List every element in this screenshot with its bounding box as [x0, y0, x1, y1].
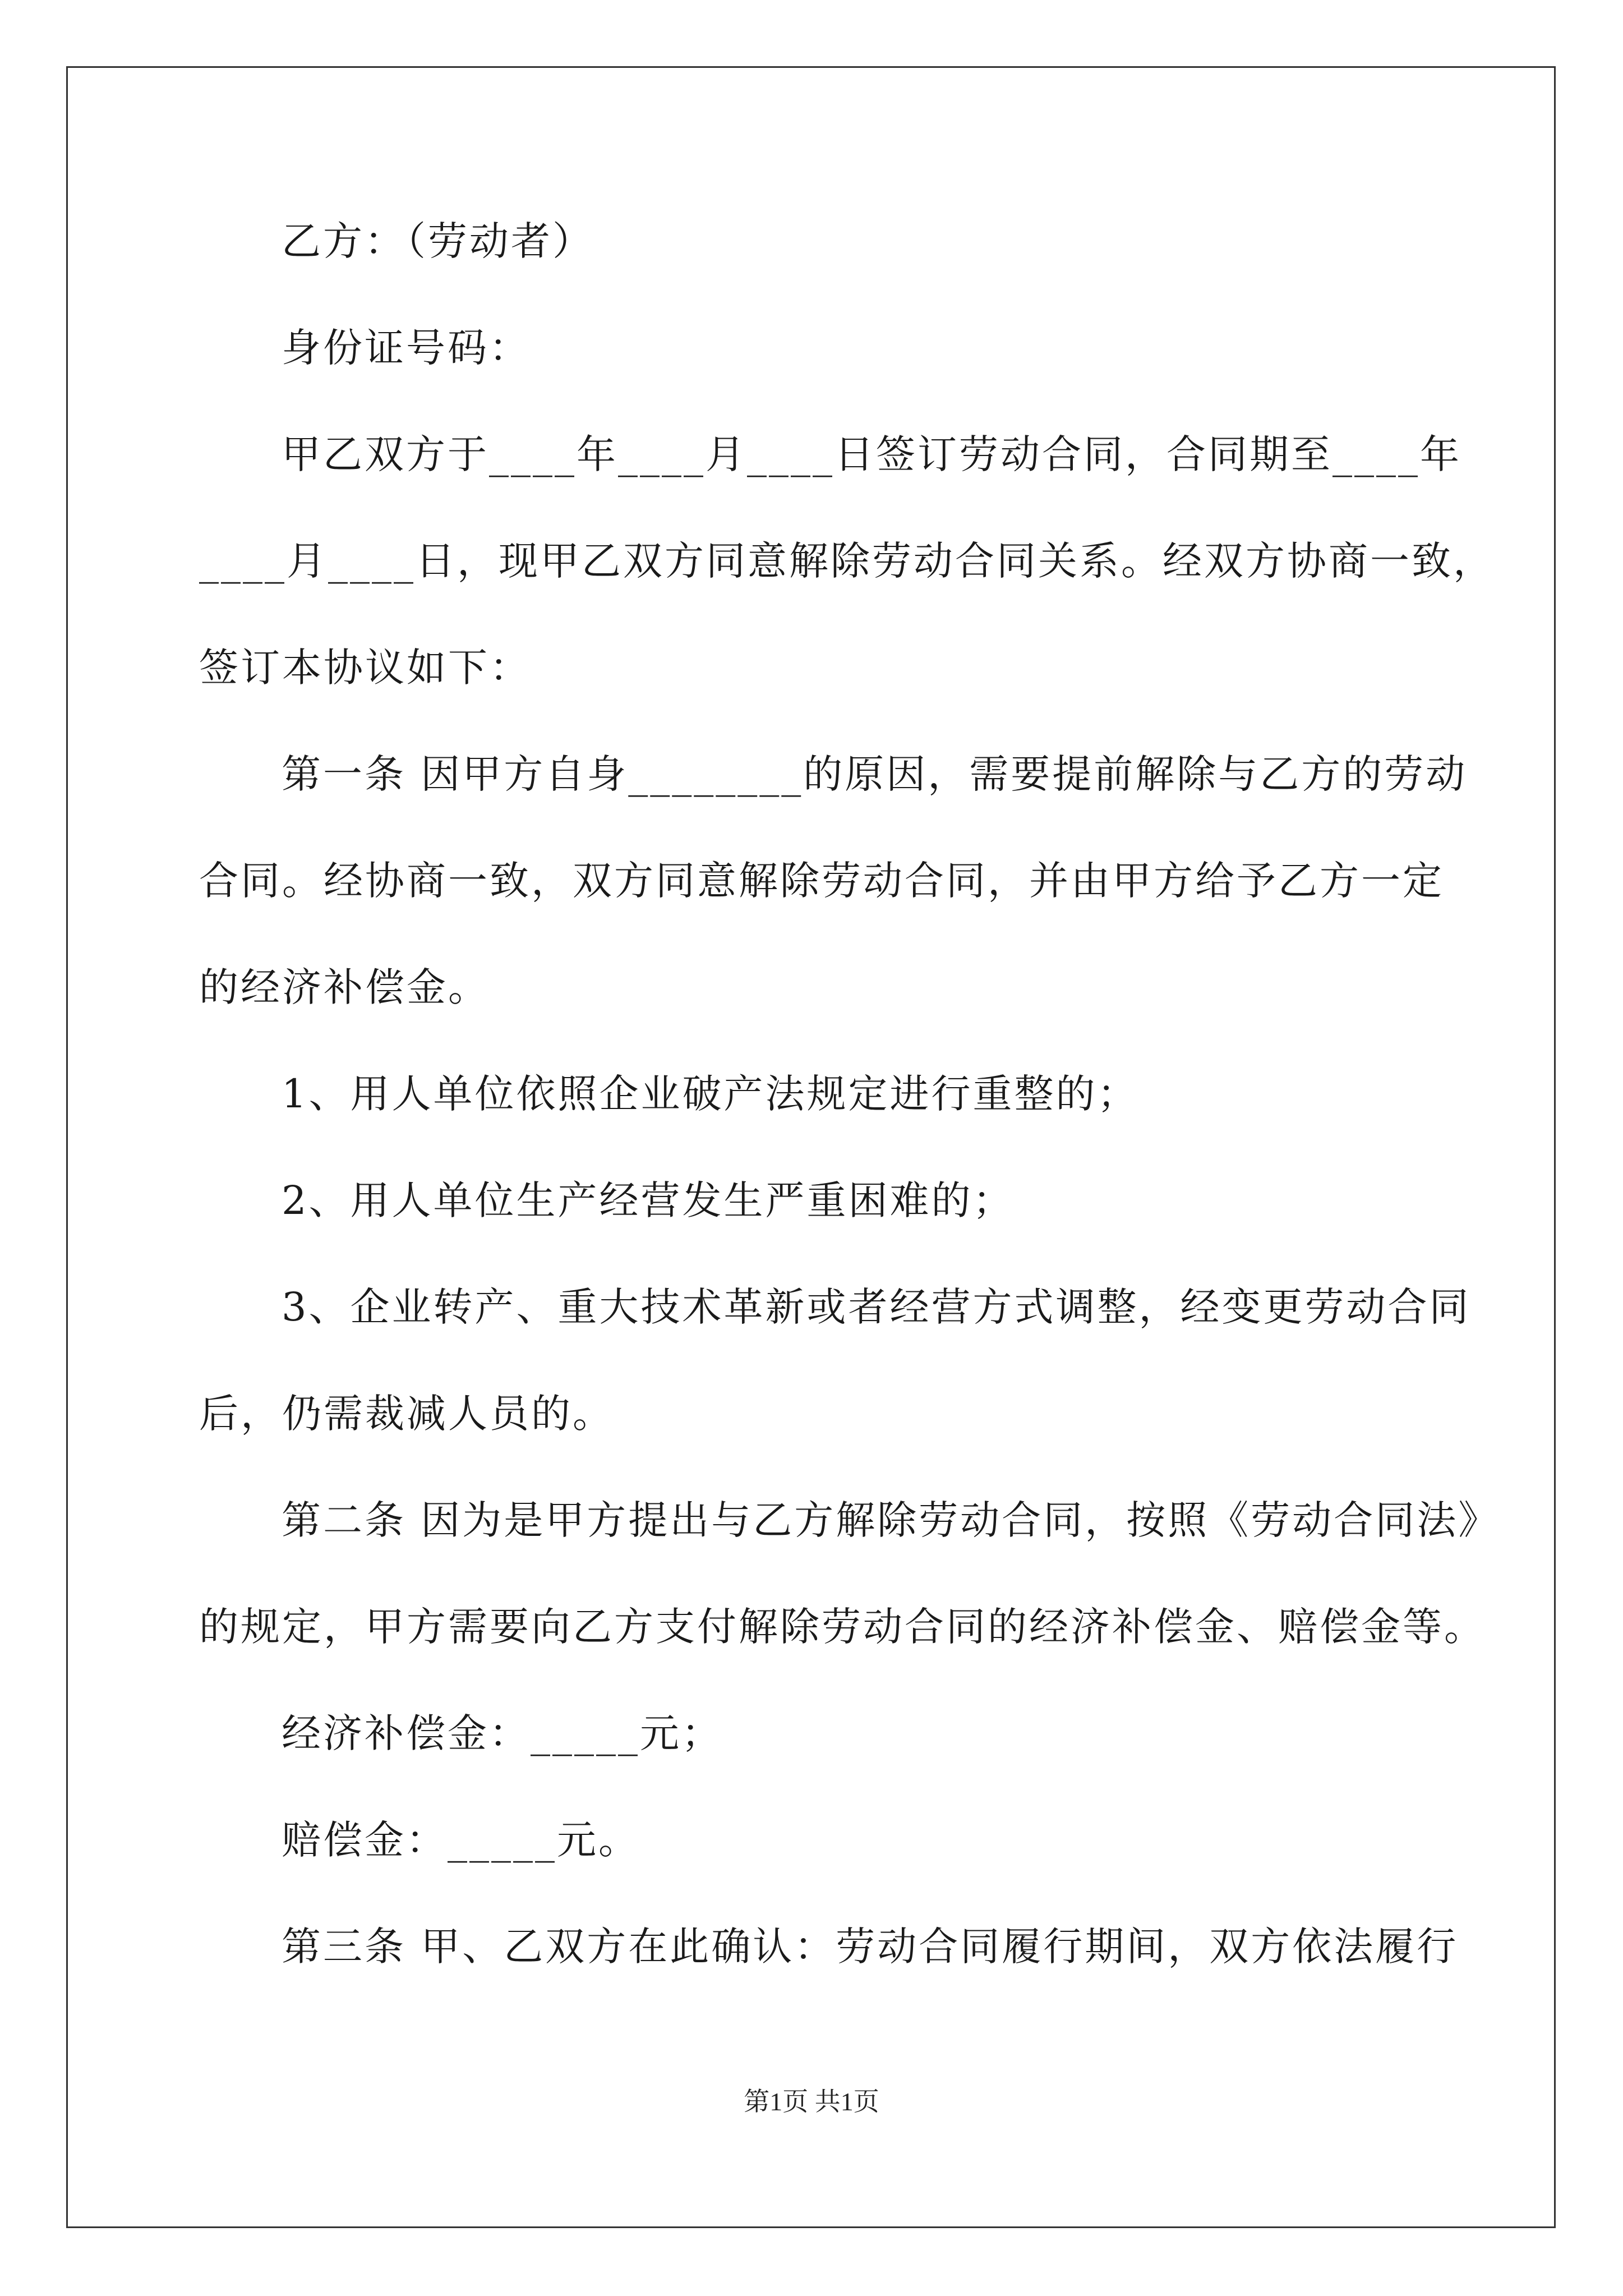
list-item: 1、用人单位依照企业破产法规定进行重整的； [282, 1071, 1139, 1117]
list-item: 3、企业转产、重大技术革新或者经营方式调整，经变更劳动合同 [282, 1284, 1471, 1330]
document-body [199, 208, 1500, 2019]
paragraph-line: 的规定，甲方需要向乙方支付解除劳动合同的经济补偿金、赔偿金等。 [199, 1604, 1486, 1650]
article-one-line: 第一条 因甲方自身________的原因，需要提前解除与乙方的劳动 [282, 751, 1468, 797]
paragraph-line: 甲乙双方于____年____月____日签订劳动合同，合同期至____年 [282, 431, 1461, 477]
id-number-line: 身份证号码： [282, 325, 531, 371]
compensation-line: 经济补偿金：_____元； [282, 1710, 723, 1756]
page-number: 第1页 共1页 [744, 2087, 879, 2116]
paragraph-line: 后，仍需裁减人员的。 [199, 1391, 614, 1437]
paragraph-line: 的经济补偿金。 [199, 964, 490, 1010]
article-three-line: 第三条 甲、乙双方在此确认：劳动合同履行期间，双方依法履行 [282, 1924, 1459, 1970]
paragraph-line: 签订本协议如下： [199, 645, 531, 691]
paragraph-line: ____月____日，现甲乙双方同意解除劳动合同关系。经双方协商一致， [199, 538, 1495, 584]
damages-line: 赔偿金：_____元。 [282, 1817, 640, 1863]
list-item: 2、用人单位生产经营发生严重困难的； [282, 1177, 1015, 1223]
article-two-line: 第二条 因为是甲方提出与乙方解除劳动合同，按照《劳动合同法》 [282, 1497, 1500, 1543]
paragraph-line: 合同。经协商一致，双方同意解除劳动合同，并由甲方给予乙方一定 [199, 858, 1444, 904]
party-b-line: 乙方：（劳动者） [282, 218, 594, 264]
